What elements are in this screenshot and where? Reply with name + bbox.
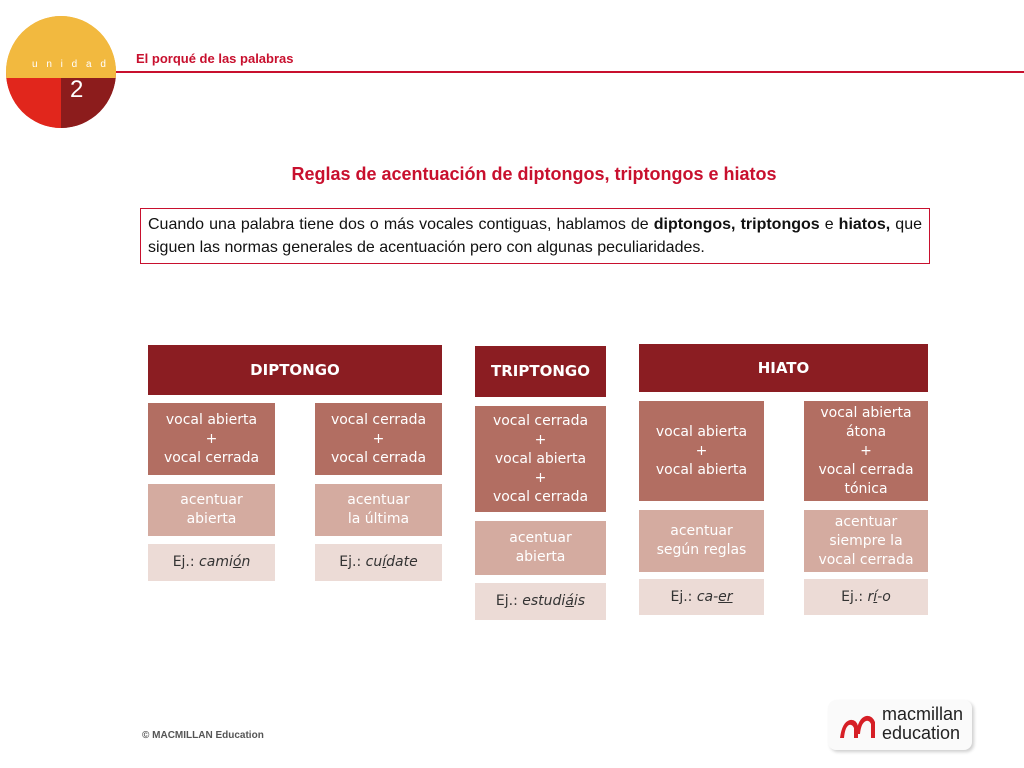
rule-line: abierta [186, 511, 237, 527]
structure-line: vocal cerrada [492, 488, 589, 505]
logo-text-line2: education [882, 723, 961, 743]
example-accent: ó [232, 554, 242, 570]
rule-line: acentuar [670, 523, 733, 539]
structure-line: tónica [844, 480, 888, 497]
header-title: El porqué de las palabras [136, 51, 294, 66]
macmillan-logo [828, 700, 972, 750]
example-prefix: Ej.: [670, 588, 697, 605]
rule-line: acentuar [834, 513, 898, 530]
hiato-header: HIATO [639, 344, 928, 392]
diptongo-right-rule [315, 484, 442, 536]
intro-bold-hiatos: hiatos, [838, 216, 891, 233]
rule-line: acentuar [180, 492, 243, 508]
example-word: estudi [522, 593, 566, 609]
example-word: n [241, 554, 251, 570]
hiato-right-structure [804, 401, 928, 501]
example-accent: í [873, 588, 878, 605]
rule-line: acentuar [347, 492, 410, 508]
example-prefix: Ej.: [172, 554, 200, 570]
structure-line: vocal abierta [820, 404, 912, 421]
example-word: date [386, 554, 418, 570]
diptongo-right-example [315, 544, 442, 581]
structure-line: vocal cerrada [818, 461, 914, 478]
structure-line: + [205, 430, 218, 447]
hiato-right-example [804, 579, 928, 615]
page-title: Reglas de acentuación de diptongos, triptongos e hiatos [291, 164, 777, 184]
diptongo-left-example [148, 544, 275, 581]
example-word: r [867, 588, 874, 605]
hiato-right-rule [804, 510, 928, 572]
triptongo-rule [475, 521, 606, 575]
logo-text-line1: macmillan [882, 704, 964, 724]
header-divider [116, 71, 1024, 73]
example-accent: í [382, 554, 387, 570]
rule-line: la última [347, 511, 410, 527]
triptongo-structure [475, 406, 606, 512]
diptongo-right-structure [315, 403, 442, 475]
rule-line: abierta [515, 549, 566, 565]
structure-line: vocal abierta [655, 423, 748, 440]
intro-bold-triptongos: triptongos [740, 216, 820, 233]
unit-number: 2 [70, 76, 84, 103]
triptongo-header: TRIPTONGO [475, 346, 606, 397]
rule-line: según reglas [656, 542, 747, 558]
structure-line: + [860, 442, 872, 459]
example-accent: á [565, 593, 574, 609]
diptongo-header: DIPTONGO [148, 345, 442, 395]
intro-box [140, 208, 930, 264]
example-prefix: Ej.: [841, 588, 868, 605]
badge-segment-left [6, 78, 61, 128]
example-accent: er [718, 588, 733, 605]
structure-line: vocal cerrada [330, 449, 427, 466]
unit-badge [6, 16, 116, 128]
example-word: cami [199, 554, 233, 570]
intro-text-4: que siguen las normas generales de acentuación pero con algunas peculiaridades. [148, 216, 922, 256]
example-word: -o [877, 588, 891, 605]
example-prefix: Ej.: [339, 554, 366, 570]
structure-line: vocal abierta [655, 461, 748, 478]
example-word: cu [365, 554, 383, 570]
structure-line: átona [845, 423, 887, 440]
example-word: ca- [696, 588, 719, 605]
hiato-left-example [639, 579, 764, 615]
structure-line: vocal abierta [165, 411, 258, 428]
intro-bold-diptongos: diptongos, [653, 216, 736, 233]
copyright-footer: © MACMILLAN Education [142, 730, 264, 741]
structure-line: vocal cerrada [330, 411, 427, 428]
intro-text-1: Cuando una palabra tiene dos o más vocales contiguas, hablamos de [148, 216, 654, 233]
unit-label: u n i d a d [32, 59, 109, 70]
intro-text-3: e [819, 216, 839, 233]
diptongo-left-structure [148, 403, 275, 475]
macmillan-logo-icon [838, 708, 878, 742]
structure-line: vocal abierta [494, 450, 587, 467]
structure-line: + [695, 442, 708, 459]
rule-line: siempre la [829, 532, 903, 549]
example-word: is [573, 593, 586, 609]
structure-line: + [534, 469, 547, 486]
structure-line: vocal cerrada [163, 449, 260, 466]
example-prefix: Ej.: [495, 593, 523, 609]
rule-line: acentuar [509, 530, 572, 546]
rule-line: vocal cerrada [818, 551, 914, 568]
diptongo-left-rule [148, 484, 275, 536]
structure-line: vocal cerrada [492, 412, 589, 429]
triptongo-example [475, 583, 606, 620]
hiato-left-structure [639, 401, 764, 501]
structure-line: + [372, 430, 385, 447]
structure-line: + [534, 431, 547, 448]
hiato-left-rule [639, 510, 764, 572]
